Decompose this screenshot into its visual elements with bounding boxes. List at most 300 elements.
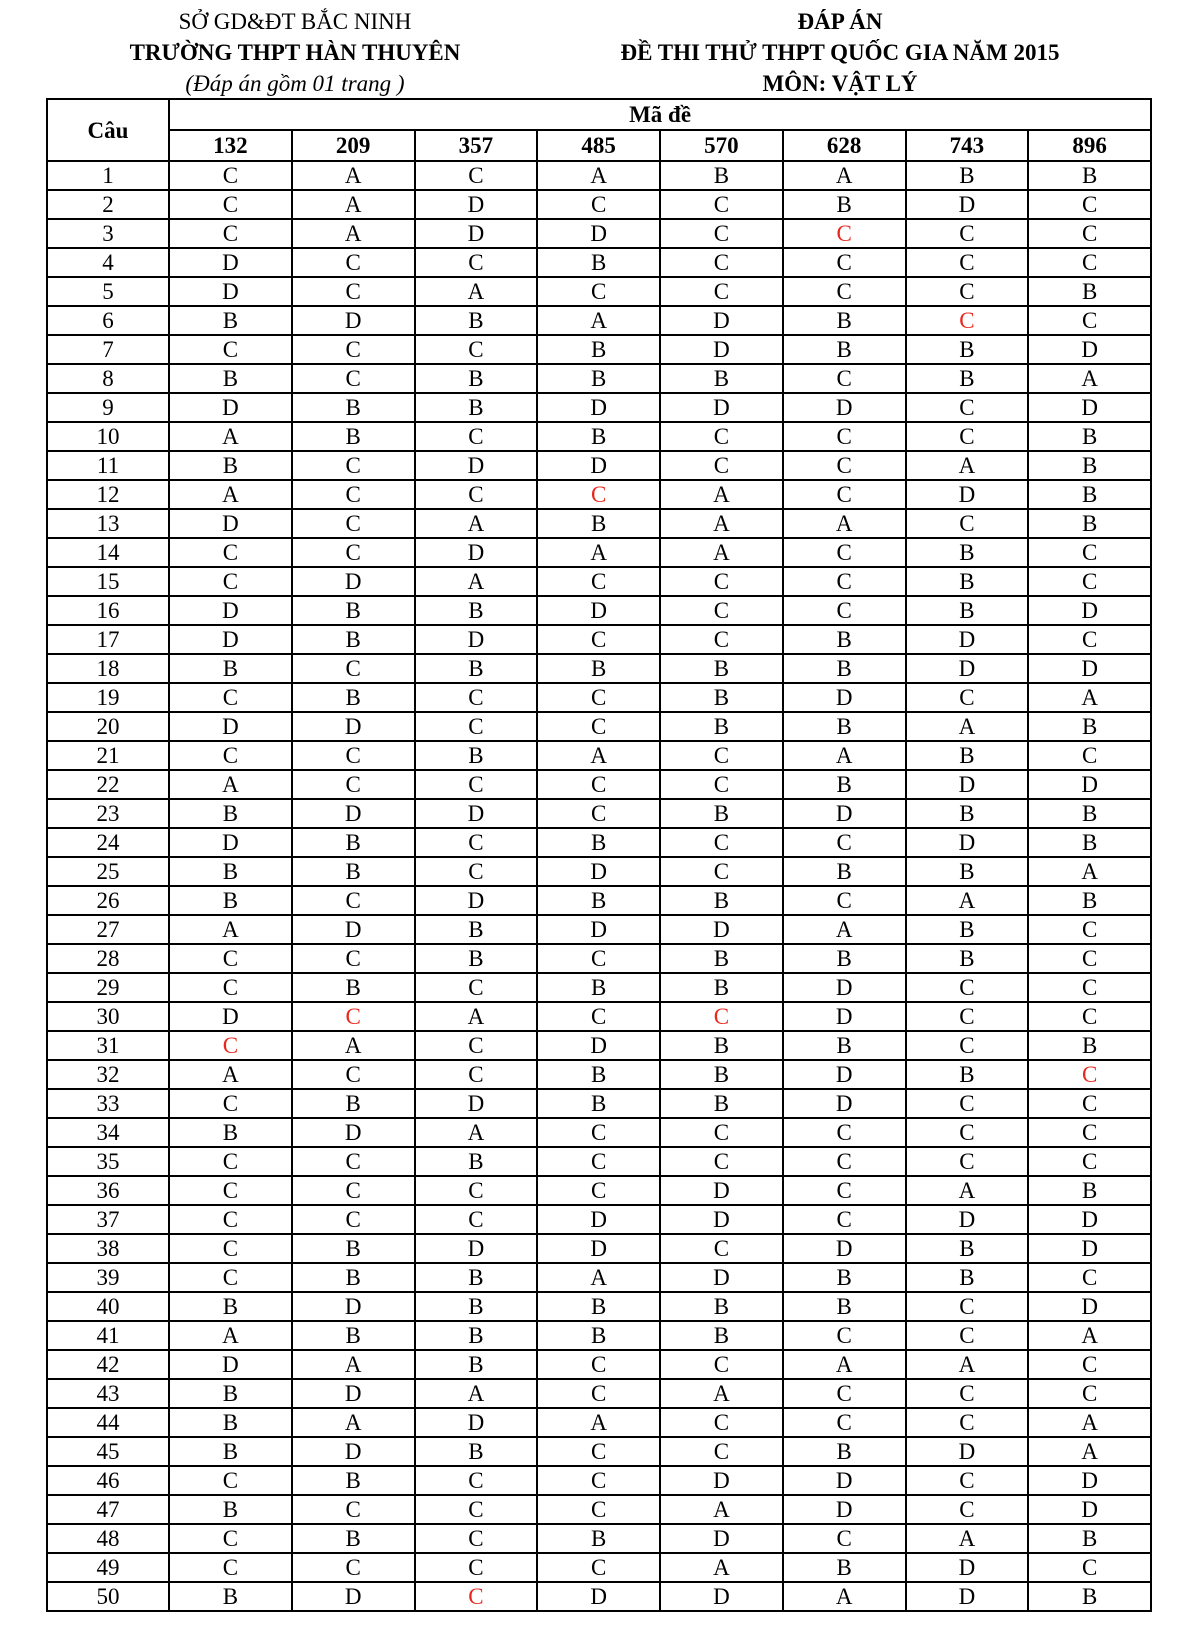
answer-cell: D [169, 393, 292, 422]
answer-cell: D [660, 306, 783, 335]
question-number: 3 [47, 219, 169, 248]
answer-cell: C [415, 973, 538, 1002]
answer-cell: D [1028, 1495, 1151, 1524]
question-number: 28 [47, 944, 169, 973]
answer-cell: C [415, 480, 538, 509]
answer-cell: C [292, 538, 415, 567]
answer-cell: B [660, 1321, 783, 1350]
exam-code-cell: 628 [783, 130, 906, 161]
answer-cell: B [292, 828, 415, 857]
answer-cell: B [415, 915, 538, 944]
answer-cell: D [660, 1263, 783, 1292]
question-number: 42 [47, 1350, 169, 1379]
answer-cell: B [537, 335, 660, 364]
answer-row [47, 1089, 1151, 1118]
answer-cell: D [1028, 335, 1151, 364]
answer-cell: C [1028, 1553, 1151, 1582]
question-number: 6 [47, 306, 169, 335]
answer-cell: C [169, 161, 292, 190]
answer-cell: B [1028, 712, 1151, 741]
answer-row [47, 219, 1151, 248]
answer-cell: C [660, 451, 783, 480]
answer-cell: B [906, 567, 1029, 596]
answer-cell: D [415, 625, 538, 654]
answer-cell: C [660, 1147, 783, 1176]
answer-row [47, 1379, 1151, 1408]
school-name: TRƯỜNG THPT HÀN THUYÊN [129, 40, 461, 65]
answer-cell: C [292, 480, 415, 509]
answer-cell: B [906, 596, 1029, 625]
answer-cell: C [783, 451, 906, 480]
answer-cell: B [537, 422, 660, 451]
answer-row [47, 161, 1151, 190]
answer-cell: A [415, 1379, 538, 1408]
answer-cell: C [660, 828, 783, 857]
answer-cell: D [292, 915, 415, 944]
exam-code-cell: 743 [906, 130, 1029, 161]
answer-cell: C [906, 1147, 1029, 1176]
answer-cell: A [415, 277, 538, 306]
answer-cell: B [906, 799, 1029, 828]
answer-cell: C [1028, 1350, 1151, 1379]
answer-cell: C [292, 451, 415, 480]
answer-cell: C [415, 828, 538, 857]
answer-cell: A [783, 1350, 906, 1379]
answer-cell: C [537, 1002, 660, 1031]
question-number: 12 [47, 480, 169, 509]
answer-cell: C [292, 1176, 415, 1205]
answer-cell: C [169, 538, 292, 567]
answer-cell: B [660, 1031, 783, 1060]
question-number: 19 [47, 683, 169, 712]
answer-cell: C [906, 277, 1029, 306]
exam-code-cell: 357 [415, 130, 538, 161]
answer-cell: B [292, 857, 415, 886]
answer-cell: D [292, 1118, 415, 1147]
answer-cell: C [169, 219, 292, 248]
exam-code-cell: 896 [1028, 130, 1151, 161]
answer-cell: C [292, 944, 415, 973]
question-number: 45 [47, 1437, 169, 1466]
answer-cell: B [169, 364, 292, 393]
answer-cell: A [537, 1408, 660, 1437]
answer-cell: B [1028, 480, 1151, 509]
answer-row [47, 1147, 1151, 1176]
answer-cell: C [906, 306, 1029, 335]
answer-cell: D [906, 654, 1029, 683]
answer-row [47, 915, 1151, 944]
answer-row [47, 770, 1151, 799]
answer-cell: C [783, 1379, 906, 1408]
answer-cell: C [906, 1002, 1029, 1031]
answer-cell: D [415, 1408, 538, 1437]
answer-cell: D [415, 1089, 538, 1118]
answer-cell: B [415, 654, 538, 683]
question-number: 24 [47, 828, 169, 857]
answer-cell: A [906, 451, 1029, 480]
answer-cell: B [1028, 886, 1151, 915]
answer-cell: C [292, 364, 415, 393]
answer-cell: A [660, 1379, 783, 1408]
question-number: 16 [47, 596, 169, 625]
answer-cell: C [660, 1234, 783, 1263]
answer-cell: C [660, 567, 783, 596]
answer-row [47, 1321, 1151, 1350]
answer-cell: B [415, 1292, 538, 1321]
answer-cell: A [415, 1002, 538, 1031]
answer-cell: A [783, 161, 906, 190]
answer-cell: D [537, 915, 660, 944]
question-number: 20 [47, 712, 169, 741]
answer-cell: B [906, 1060, 1029, 1089]
answer-cell: A [1028, 1321, 1151, 1350]
answer-cell: B [783, 944, 906, 973]
answer-cell: D [783, 683, 906, 712]
answer-cell: B [537, 654, 660, 683]
answer-cell: C [415, 1582, 538, 1611]
answer-cell: A [169, 1321, 292, 1350]
answer-cell: B [537, 886, 660, 915]
answer-cell: C [292, 509, 415, 538]
answer-cell: C [415, 770, 538, 799]
answer-row [47, 393, 1151, 422]
answer-cell: D [537, 451, 660, 480]
answer-cell: A [292, 161, 415, 190]
question-number: 46 [47, 1466, 169, 1495]
answer-cell: A [537, 1263, 660, 1292]
answer-cell: D [783, 799, 906, 828]
answer-cell: D [537, 1031, 660, 1060]
question-number: 35 [47, 1147, 169, 1176]
answer-cell: B [783, 654, 906, 683]
table-header [47, 99, 1151, 161]
answer-cell: B [660, 712, 783, 741]
answer-cell: B [906, 538, 1029, 567]
answer-cell: C [906, 1495, 1029, 1524]
answer-cell: D [783, 1234, 906, 1263]
answer-cell: B [660, 364, 783, 393]
page-count-note: (Đáp án gồm 01 trang ) [185, 71, 405, 96]
answer-cell: D [783, 973, 906, 1002]
answer-cell: D [783, 1089, 906, 1118]
answer-cell: C [660, 190, 783, 219]
answer-cell: C [537, 1553, 660, 1582]
answer-cell: C [906, 1321, 1029, 1350]
answer-cell: C [783, 886, 906, 915]
answer-cell: C [660, 1002, 783, 1031]
question-number: 37 [47, 1205, 169, 1234]
question-number: 50 [47, 1582, 169, 1611]
answer-cell: D [415, 190, 538, 219]
answer-cell: C [906, 393, 1029, 422]
question-number: 1 [47, 161, 169, 190]
answer-cell: D [1028, 1205, 1151, 1234]
answer-cell: C [783, 1118, 906, 1147]
answer-cell: B [906, 944, 1029, 973]
answer-cell: B [783, 1437, 906, 1466]
answer-cell: B [1028, 277, 1151, 306]
answer-cell: C [169, 1234, 292, 1263]
answer-cell: D [292, 1292, 415, 1321]
answer-cell: C [1028, 1147, 1151, 1176]
answer-cell: B [1028, 828, 1151, 857]
question-number: 31 [47, 1031, 169, 1060]
answer-cell: B [660, 683, 783, 712]
answer-cell: A [660, 480, 783, 509]
answer-row [47, 1205, 1151, 1234]
answer-cell: B [660, 654, 783, 683]
answer-cell: A [660, 1553, 783, 1582]
answer-cell: C [415, 161, 538, 190]
answer-cell: C [906, 1089, 1029, 1118]
answer-cell: B [415, 944, 538, 973]
answer-cell: B [783, 190, 906, 219]
answer-cell: C [537, 770, 660, 799]
answer-cell: B [415, 1147, 538, 1176]
answer-cell: C [169, 1147, 292, 1176]
answer-cell: C [537, 1350, 660, 1379]
answer-cell: D [906, 1553, 1029, 1582]
answer-cell: C [783, 1524, 906, 1553]
question-number: 41 [47, 1321, 169, 1350]
answer-cell: B [292, 1466, 415, 1495]
answer-row [47, 1292, 1151, 1321]
answer-cell: D [660, 335, 783, 364]
answer-cell: A [1028, 683, 1151, 712]
answer-cell: C [783, 567, 906, 596]
answer-cell: B [906, 741, 1029, 770]
answer-row [47, 1234, 1151, 1263]
answer-cell: C [783, 277, 906, 306]
answer-cell: C [660, 625, 783, 654]
answer-cell: B [537, 1321, 660, 1350]
answer-cell: C [292, 1002, 415, 1031]
answer-row [47, 1524, 1151, 1553]
answer-cell: C [415, 1524, 538, 1553]
question-number: 39 [47, 1263, 169, 1292]
answer-cell: C [783, 828, 906, 857]
answer-cell: B [1028, 422, 1151, 451]
question-number: 25 [47, 857, 169, 886]
answer-cell: D [660, 1582, 783, 1611]
answer-cell: C [906, 683, 1029, 712]
answer-cell: B [537, 1292, 660, 1321]
answer-cell: B [1028, 1031, 1151, 1060]
answer-cell: C [783, 480, 906, 509]
answer-row [47, 683, 1151, 712]
answer-cell: C [292, 248, 415, 277]
answer-cell: C [415, 335, 538, 364]
answer-cell: B [292, 1524, 415, 1553]
answer-cell: C [292, 1147, 415, 1176]
answer-cell: B [1028, 451, 1151, 480]
answer-cell: D [660, 915, 783, 944]
answer-cell: B [1028, 1176, 1151, 1205]
answer-cell: C [537, 1379, 660, 1408]
exam-name: ĐỀ THI THỬ THPT QUỐC GIA NĂM 2015 [620, 40, 1060, 65]
answer-row [47, 828, 1151, 857]
question-number: 44 [47, 1408, 169, 1437]
answer-cell: C [537, 1437, 660, 1466]
question-number: 5 [47, 277, 169, 306]
answer-cell: B [415, 1321, 538, 1350]
answer-cell: C [660, 596, 783, 625]
answer-cell: C [415, 712, 538, 741]
answer-cell: C [783, 538, 906, 567]
answer-cell: C [537, 944, 660, 973]
question-number: 22 [47, 770, 169, 799]
question-number: 18 [47, 654, 169, 683]
answer-row [47, 248, 1151, 277]
answer-cell: B [906, 915, 1029, 944]
document-title: ĐÁP ÁN [797, 9, 883, 34]
answer-cell: B [660, 1060, 783, 1089]
answer-cell: A [169, 1060, 292, 1089]
answer-cell: A [537, 306, 660, 335]
answer-cell: C [169, 1205, 292, 1234]
answer-cell: C [783, 248, 906, 277]
answer-cell: D [415, 538, 538, 567]
answer-cell: B [660, 799, 783, 828]
answer-cell: C [660, 1437, 783, 1466]
answer-cell: C [415, 1060, 538, 1089]
answer-cell: B [660, 886, 783, 915]
answer-cell: B [783, 712, 906, 741]
answer-cell: A [169, 480, 292, 509]
department-name: SỞ GD&ĐT BẮC NINH [178, 9, 412, 34]
question-number: 34 [47, 1118, 169, 1147]
answer-cell: D [783, 1466, 906, 1495]
question-number: 10 [47, 422, 169, 451]
answer-cell: B [906, 1263, 1029, 1292]
answer-cell: B [169, 1292, 292, 1321]
answer-cell: B [537, 248, 660, 277]
answer-cell: D [660, 1205, 783, 1234]
answer-cell: B [415, 741, 538, 770]
answer-cell: B [783, 335, 906, 364]
answer-cell: B [537, 1089, 660, 1118]
answer-cell: D [169, 1002, 292, 1031]
answer-cell: A [1028, 1408, 1151, 1437]
answer-cell: B [292, 625, 415, 654]
answer-cell: D [292, 306, 415, 335]
answer-cell: B [415, 1263, 538, 1292]
question-number: 15 [47, 567, 169, 596]
answer-cell: C [292, 277, 415, 306]
answer-cell: B [783, 1292, 906, 1321]
answer-cell: C [537, 1176, 660, 1205]
answer-cell: C [292, 1205, 415, 1234]
answer-cell: C [537, 277, 660, 306]
question-number: 27 [47, 915, 169, 944]
answer-row [47, 1002, 1151, 1031]
answer-cell: C [292, 741, 415, 770]
answer-cell: C [1028, 1118, 1151, 1147]
answer-cell: C [906, 973, 1029, 1002]
answer-cell: C [906, 1379, 1029, 1408]
answer-cell: A [415, 1118, 538, 1147]
answer-cell: D [537, 219, 660, 248]
question-number: 36 [47, 1176, 169, 1205]
answer-row [47, 1350, 1151, 1379]
question-number: 7 [47, 335, 169, 364]
answer-cell: B [783, 306, 906, 335]
answer-cell: B [292, 596, 415, 625]
answer-cell: A [292, 1408, 415, 1437]
answer-cell: D [906, 770, 1029, 799]
answer-row [47, 509, 1151, 538]
answer-cell: B [660, 1089, 783, 1118]
answer-cell: C [1028, 248, 1151, 277]
answer-cell: C [415, 422, 538, 451]
answer-cell: C [537, 683, 660, 712]
answer-cell: D [537, 596, 660, 625]
answer-cell: B [169, 1408, 292, 1437]
answer-cell: C [783, 1147, 906, 1176]
question-number: 48 [47, 1524, 169, 1553]
answer-cell: C [1028, 973, 1151, 1002]
answer-cell: D [169, 828, 292, 857]
answer-cell: C [537, 1147, 660, 1176]
answer-cell: B [906, 161, 1029, 190]
answer-cell: B [906, 1234, 1029, 1263]
answer-key-table [46, 98, 1152, 1612]
answer-cell: B [292, 422, 415, 451]
answer-cell: B [169, 654, 292, 683]
answer-cell: C [906, 1118, 1029, 1147]
answer-cell: D [292, 1582, 415, 1611]
answer-cell: D [415, 219, 538, 248]
answer-cell: C [906, 422, 1029, 451]
answer-cell: B [292, 1234, 415, 1263]
answer-cell: A [537, 161, 660, 190]
answer-row [47, 306, 1151, 335]
answer-cell: C [169, 973, 292, 1002]
answer-cell: D [292, 1437, 415, 1466]
answer-cell: C [906, 1031, 1029, 1060]
answer-cell: B [415, 306, 538, 335]
answer-cell: C [906, 1408, 1029, 1437]
answer-cell: D [292, 1379, 415, 1408]
question-number: 13 [47, 509, 169, 538]
answer-cell: C [292, 886, 415, 915]
answer-cell: A [169, 422, 292, 451]
exam-code-cell: 570 [660, 130, 783, 161]
answer-cell: C [660, 1350, 783, 1379]
question-number: 40 [47, 1292, 169, 1321]
answer-cell: C [415, 1495, 538, 1524]
exam-codes-row [47, 130, 1151, 161]
answer-cell: C [906, 509, 1029, 538]
answer-row [47, 1031, 1151, 1060]
answer-cell: D [660, 1466, 783, 1495]
answer-cell: B [783, 1553, 906, 1582]
answer-cell: D [906, 190, 1029, 219]
answer-cell: A [1028, 1437, 1151, 1466]
answer-cell: C [537, 1118, 660, 1147]
answer-cell: D [537, 1205, 660, 1234]
answer-row [47, 1495, 1151, 1524]
question-number: 49 [47, 1553, 169, 1582]
answer-cell: C [906, 248, 1029, 277]
answer-cell: A [415, 567, 538, 596]
answer-cell: D [415, 799, 538, 828]
answer-cell: A [660, 509, 783, 538]
answer-row [47, 364, 1151, 393]
answer-cell: B [415, 1437, 538, 1466]
answer-row [47, 1263, 1151, 1292]
answer-cell: C [169, 1466, 292, 1495]
